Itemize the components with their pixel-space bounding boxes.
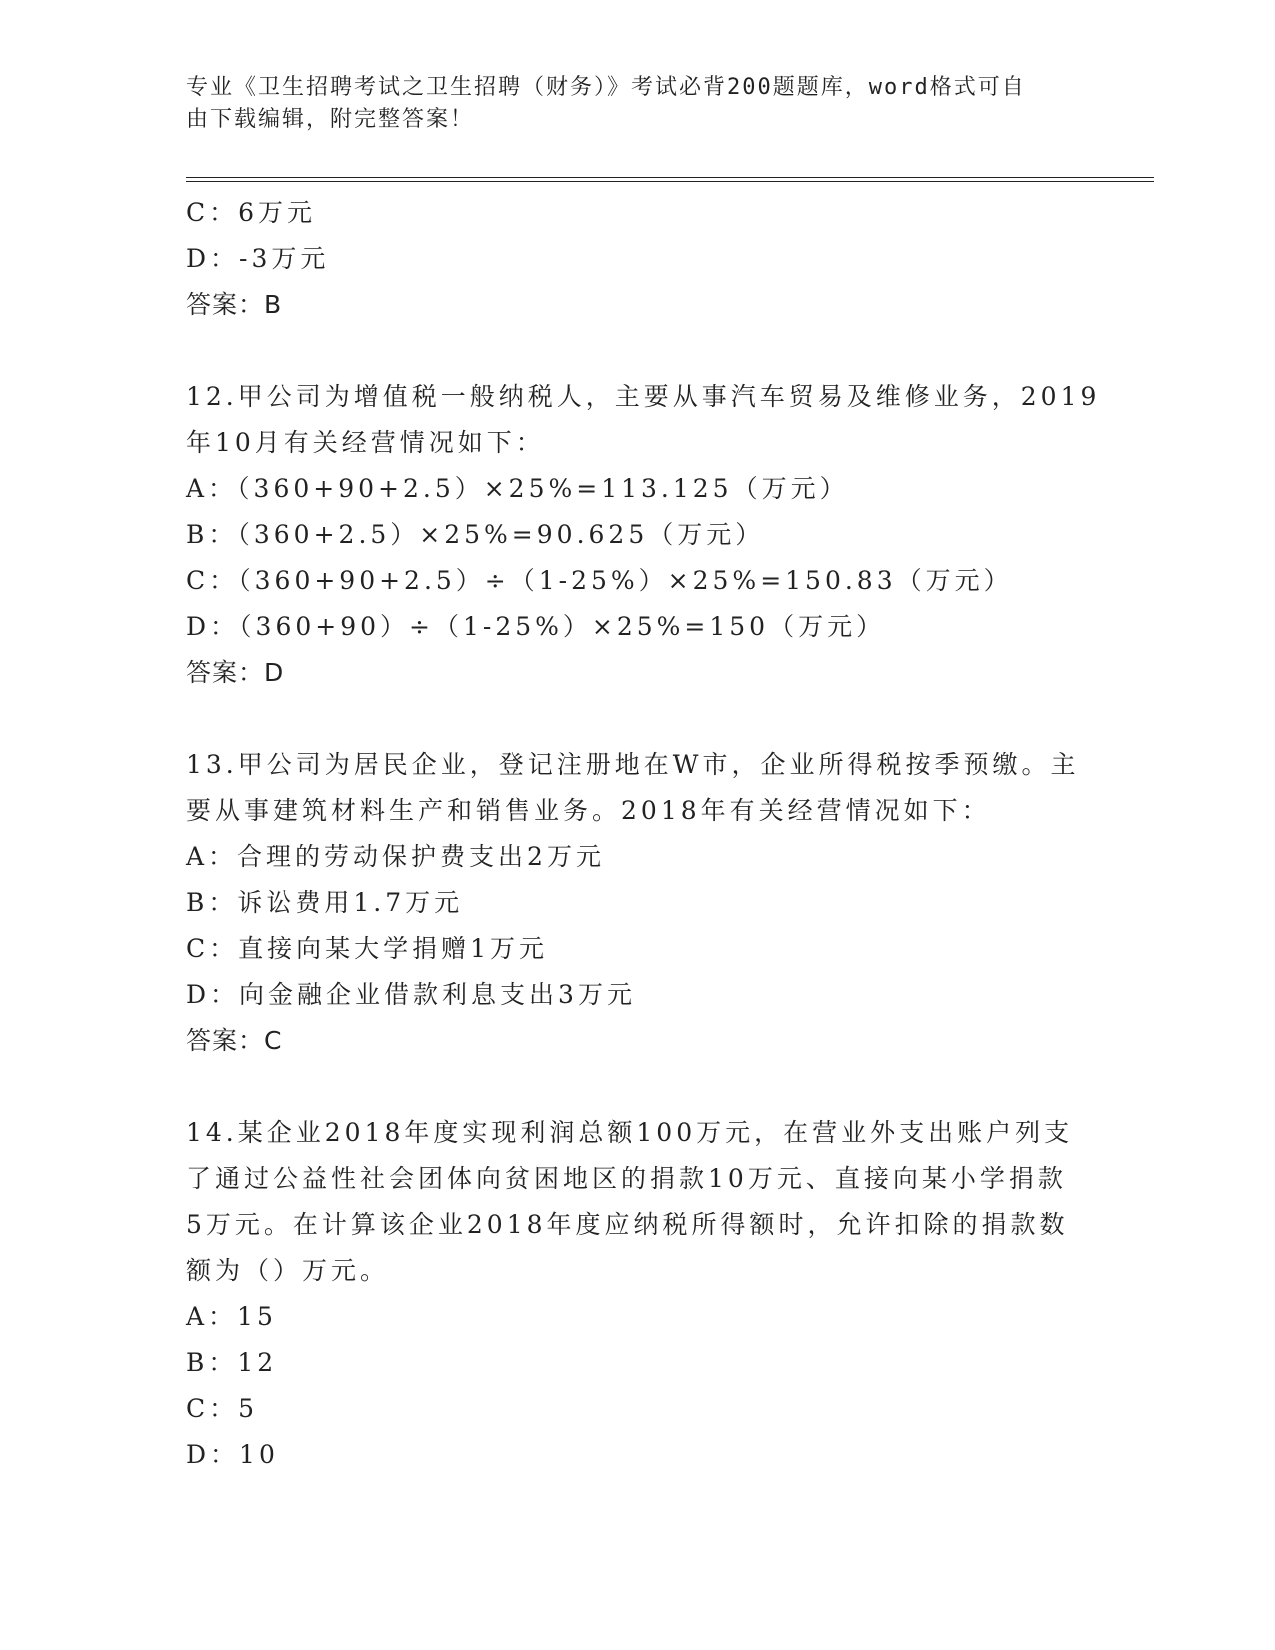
spacer: [186, 696, 1086, 742]
q14-stem-line-3: 5万元。在计算该企业2018年度应纳税所得额时，允许扣除的捐款数: [186, 1210, 1069, 1239]
q13-option-b: B：诉讼费用1.7万元: [186, 888, 464, 917]
q13-answer: 答案：C: [186, 1026, 283, 1055]
spacer: [186, 328, 1086, 374]
q13-option-d: D：向金融企业借款利息支出3万元: [186, 980, 636, 1009]
q12-stem-line-1: 12.甲公司为增值税一般纳税人，主要从事汽车贸易及维修业务，2019: [186, 382, 1101, 411]
q12-answer: 答案：D: [186, 658, 285, 687]
document-header: [186, 72, 1066, 136]
header-divider-top: [186, 177, 1154, 178]
q13-option-c: C：直接向某大学捐赠1万元: [186, 934, 549, 963]
q13-stem-line-1: 13.甲公司为居民企业，登记注册地在W市，企业所得税按季预缴。主: [186, 750, 1080, 779]
q14-option-b: B：12: [186, 1348, 278, 1377]
q14-stem-line-4: 额为（）万元。: [186, 1256, 390, 1285]
q13-stem-line-2: 要从事建筑材料生产和销售业务。2018年有关经营情况如下：: [186, 796, 991, 825]
spacer: [186, 1064, 1086, 1110]
q12-option-d: D：（360+90）÷（1-25%）×25%=150（万元）: [186, 612, 886, 641]
q12-option-c: C：（360+90+2.5）÷（1-25%）×25%=150.83（万元）: [186, 566, 1013, 595]
q11-option-c: C：6万元: [186, 198, 317, 227]
q12-option-b: B：（360+2.5）×25%=90.625（万元）: [186, 520, 765, 549]
question-11-block: [186, 190, 1086, 328]
header-title-line-1: 专业《卫生招聘考试之卫生招聘（财务）》考试必背200题题库，word格式可自: [186, 75, 1026, 100]
q14-option-a: A：15: [186, 1302, 277, 1331]
q11-answer: 答案：B: [186, 290, 283, 319]
header-divider-bottom: [186, 181, 1154, 182]
question-13-block: [186, 742, 1086, 1064]
q12-stem-line-2: 年10月有关经营情况如下：: [186, 428, 545, 457]
question-content: [186, 190, 1101, 1478]
q13-option-a: A：合理的劳动保护费支出2万元: [186, 842, 605, 871]
q14-option-c: C：5: [186, 1394, 259, 1423]
q14-stem-line-2: 了通过公益性社会团体向贫困地区的捐款10万元、直接向某小学捐款: [186, 1164, 1067, 1193]
question-12-block: [186, 374, 1101, 696]
header-title-line-2: 由下载编辑，附完整答案！: [186, 107, 475, 132]
q11-option-d: D：-3万元: [186, 244, 330, 273]
question-14-block: [186, 1110, 1086, 1478]
q14-option-d: D：10: [186, 1440, 279, 1469]
q12-option-a: A：（360+90+2.5）×25%=113.125（万元）: [186, 474, 849, 503]
q14-stem-line-1: 14.某企业2018年度实现利润总额100万元，在营业外支出账户列支: [186, 1118, 1074, 1147]
